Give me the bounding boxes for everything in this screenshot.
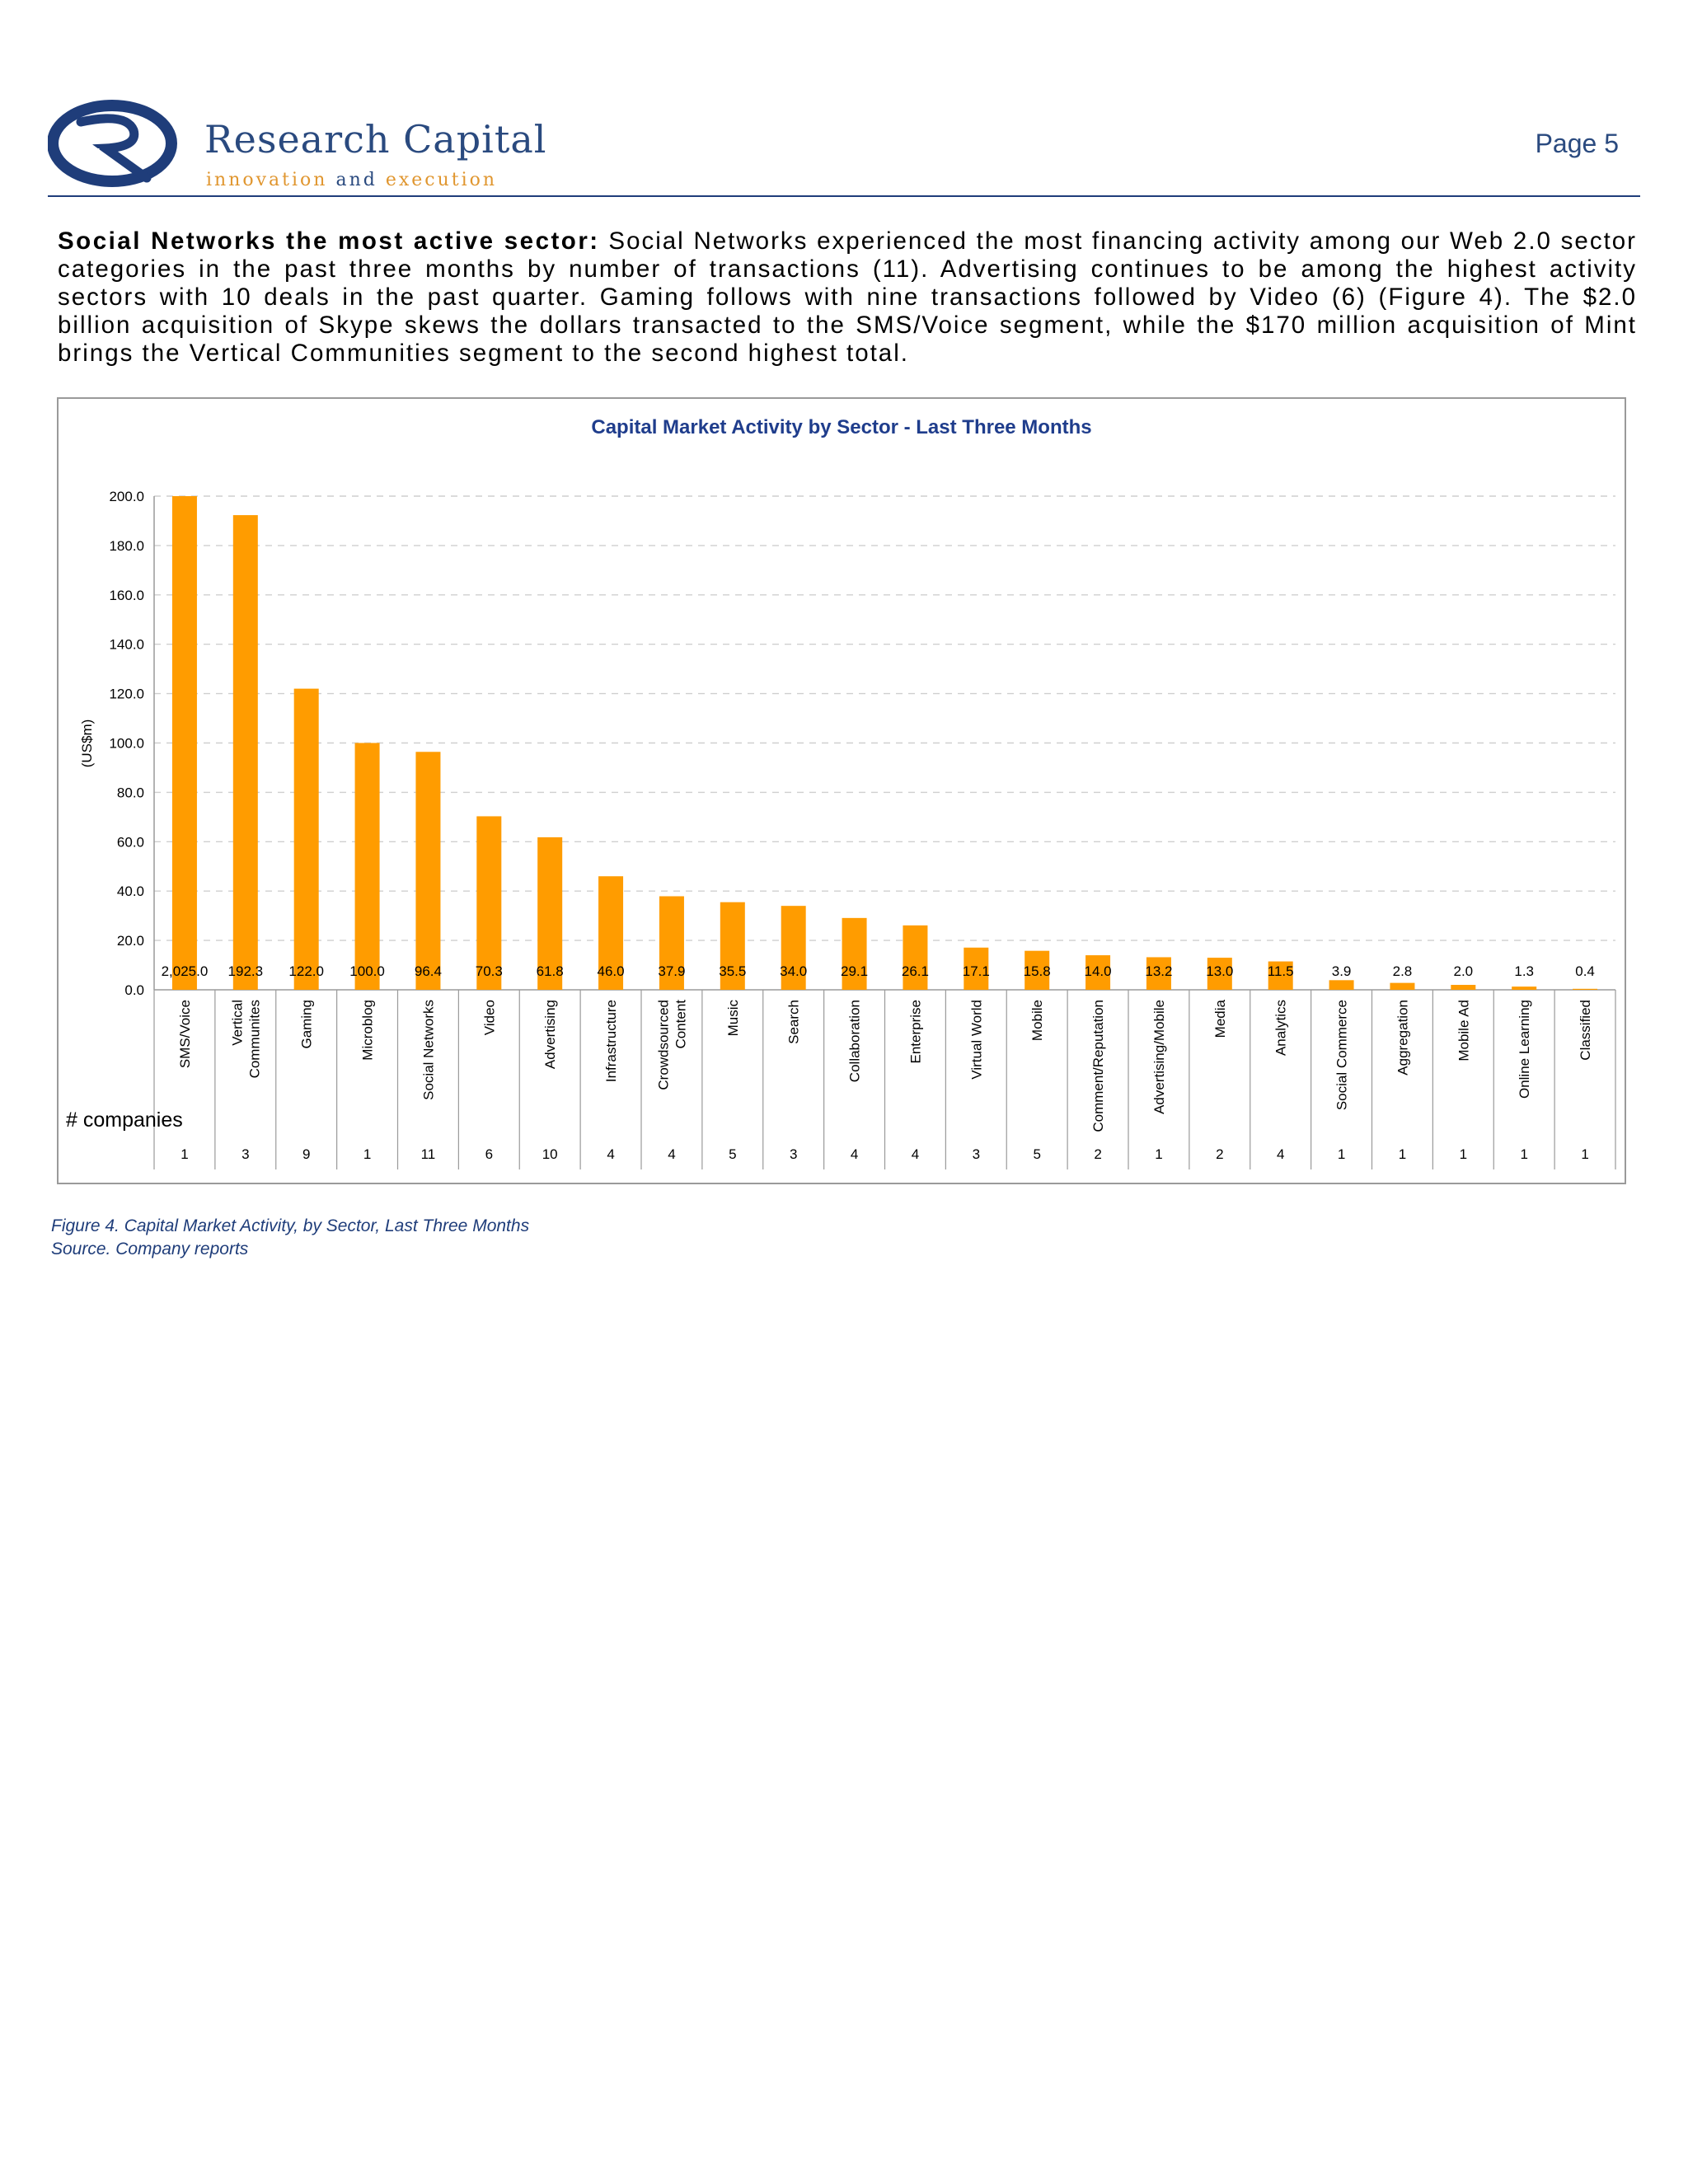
company-count: 1 — [1337, 1146, 1346, 1162]
category-label: Social Commerce — [1334, 1000, 1350, 1111]
intro-paragraph — [58, 227, 1637, 368]
y-tick-label: 60.0 — [116, 834, 144, 851]
data-label: 1.3 — [1514, 963, 1535, 979]
category-label: Classified — [1578, 1000, 1594, 1061]
bar — [294, 689, 319, 990]
category-label: Enterprise — [907, 1000, 924, 1064]
data-label: 26.1 — [901, 963, 929, 979]
category-label: Analytics — [1273, 1000, 1289, 1057]
figure-caption — [51, 1215, 529, 1261]
y-tick-label: 120.0 — [109, 686, 144, 702]
company-count: 5 — [1033, 1146, 1041, 1162]
y-tick-label: 180.0 — [109, 537, 144, 554]
data-label: 17.1 — [962, 963, 990, 979]
company-count: 4 — [668, 1146, 676, 1162]
category-label: Search — [785, 1000, 802, 1044]
category-label: Microblog — [359, 1000, 376, 1061]
data-label: 100.0 — [349, 963, 385, 979]
tagline-execution: execution — [385, 170, 498, 190]
companies-row-label: # companies — [66, 1108, 183, 1132]
category-label: Infrastructure — [603, 1000, 620, 1083]
company-count: 4 — [911, 1146, 920, 1162]
bar — [233, 515, 258, 990]
bar — [355, 743, 380, 991]
company-count: 10 — [542, 1146, 558, 1162]
data-label: 46.0 — [597, 963, 625, 979]
y-tick-label: 40.0 — [116, 883, 144, 900]
category-label: Mobile Ad — [1456, 1000, 1472, 1062]
caption-title: Figure 4. Capital Market Activity, by Sector, Last Three Months — [51, 1216, 530, 1235]
page-number: Page 5 — [1535, 129, 1619, 158]
company-count: 9 — [302, 1146, 311, 1162]
category-label: SMS/Voice — [176, 1000, 193, 1069]
y-tick-label: 200.0 — [109, 489, 144, 504]
category-label: Aggregation — [1395, 1000, 1411, 1076]
data-label: 2.8 — [1392, 963, 1413, 979]
category-label: Online Learning — [1517, 1000, 1533, 1099]
bar — [1451, 985, 1475, 990]
data-label: 192.3 — [227, 963, 264, 979]
category-label: Mobile — [1029, 1000, 1046, 1042]
chart-title: Capital Market Activity by Sector - Last Three Months — [591, 416, 1092, 438]
tagline-and: and — [335, 170, 377, 190]
company-count: 6 — [485, 1146, 494, 1162]
company-count: 2 — [1216, 1146, 1224, 1162]
data-label: 11.5 — [1267, 963, 1294, 979]
category-label: Video — [481, 1000, 498, 1036]
brand-name: Research Capital — [204, 117, 547, 162]
data-label: 13.0 — [1206, 963, 1234, 979]
category-label: Virtual World — [968, 1000, 985, 1080]
bar — [1512, 987, 1536, 990]
y-tick-label: 20.0 — [116, 933, 144, 949]
company-count: 3 — [241, 1146, 250, 1162]
data-label: 2,025.0 — [161, 963, 209, 979]
bar — [172, 496, 197, 990]
company-count: 1 — [1459, 1146, 1468, 1162]
company-count: 3 — [789, 1146, 798, 1162]
y-tick-label: 140.0 — [109, 636, 144, 653]
data-label: 37.9 — [658, 963, 686, 979]
category-label: Social Networks — [420, 1000, 437, 1100]
chart-container — [57, 397, 1626, 1184]
category-label: Vertical — [229, 1000, 246, 1046]
data-label: 29.1 — [841, 963, 869, 979]
y-axis-label: (US$m) — [79, 719, 95, 768]
bar — [1329, 980, 1354, 990]
data-label: 3.9 — [1331, 963, 1352, 979]
category-label: Collaboration — [846, 1000, 863, 1083]
category-label: Communites — [246, 1000, 263, 1079]
company-count: 4 — [850, 1146, 859, 1162]
company-count: 1 — [1155, 1146, 1163, 1162]
bar — [1390, 983, 1414, 990]
company-count: 11 — [420, 1146, 436, 1162]
data-label: 70.3 — [475, 963, 503, 979]
bar-chart — [59, 399, 1625, 1183]
y-tick-label: 160.0 — [109, 587, 144, 603]
header-divider — [48, 195, 1640, 197]
y-tick-label: 80.0 — [116, 785, 144, 801]
bar — [415, 752, 440, 990]
data-label: 61.8 — [536, 963, 564, 979]
data-label: 34.0 — [780, 963, 808, 979]
research-capital-logo — [48, 97, 180, 190]
category-label: Music — [724, 1000, 741, 1037]
category-label: Advertising/Mobile — [1151, 1000, 1167, 1114]
data-label: 13.2 — [1145, 963, 1173, 979]
data-label: 96.4 — [414, 963, 442, 979]
company-count: 3 — [972, 1146, 981, 1162]
caption-source: Source. Company reports — [51, 1240, 249, 1258]
company-count: 1 — [1398, 1146, 1407, 1162]
category-label: Crowdsourced — [655, 1000, 672, 1090]
company-count: 4 — [1276, 1146, 1285, 1162]
data-label: 0.4 — [1575, 963, 1595, 979]
company-count: 4 — [607, 1146, 615, 1162]
y-tick-label: 0.0 — [124, 982, 144, 998]
bar — [903, 926, 927, 990]
intro-lead: Social Networks the most active sector: — [58, 227, 600, 255]
data-label: 2.0 — [1453, 963, 1474, 979]
category-label: Content — [673, 1000, 689, 1049]
category-label: Media — [1212, 1000, 1228, 1038]
company-count: 1 — [181, 1146, 189, 1162]
category-label: Gaming — [298, 1000, 315, 1049]
brand-tagline — [206, 170, 497, 190]
data-label: 15.8 — [1023, 963, 1051, 979]
company-count: 2 — [1094, 1146, 1102, 1162]
category-label: Comment/Reputation — [1090, 1000, 1107, 1132]
bar — [1573, 989, 1597, 990]
intro-body: Social Networks experienced the most financing activity among our Web 2.0 sector categories in the past three months by number of transactions (11). Advertising continues to be among the highest activity sectors with 10 deals in the past quarter. Gaming follows with nine transactions followed by Video (6) (Figure 4). The $2.0 billion acquisition of Skype skews the dollars transacted to the SMS/Voice segment, while the $170 million acquisition of Mint brings the Vertical Communities segment to the second highest total. — [58, 227, 1638, 367]
company-count: 1 — [1520, 1146, 1528, 1162]
data-label: 35.5 — [719, 963, 747, 979]
company-count: 1 — [1581, 1146, 1589, 1162]
data-label: 122.0 — [288, 963, 324, 979]
category-label: Advertising — [542, 1000, 559, 1070]
company-count: 1 — [363, 1146, 372, 1162]
y-tick-label: 100.0 — [109, 735, 144, 752]
data-label: 14.0 — [1084, 963, 1112, 979]
tagline-innovation: innovation — [206, 170, 328, 190]
company-count: 5 — [729, 1146, 737, 1162]
page-header — [48, 92, 1639, 199]
